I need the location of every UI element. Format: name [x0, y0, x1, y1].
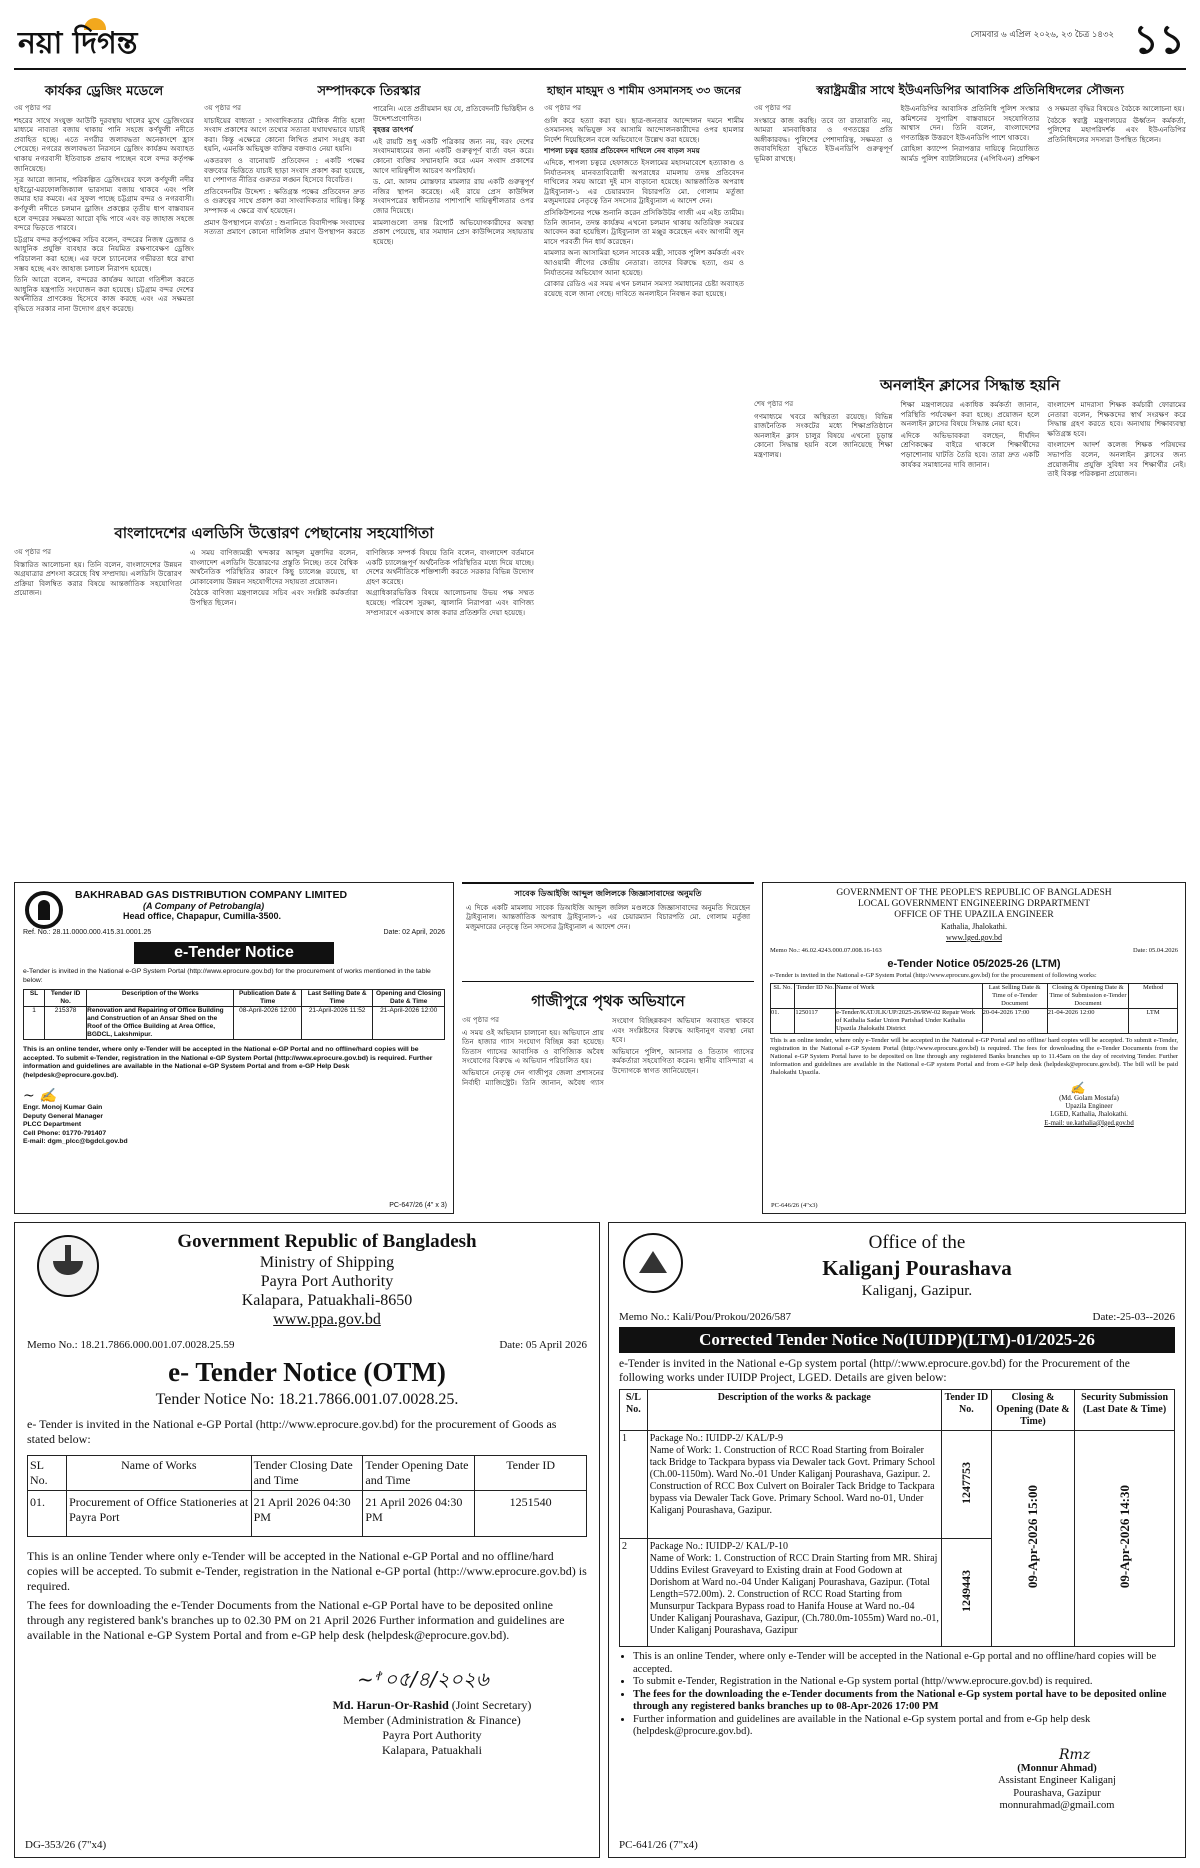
payra-pc: DG-353/26 (7"x4) — [25, 1839, 107, 1851]
newspaper-logo — [14, 14, 214, 66]
gazipur-box: সাবেক ডিআইজি আব্দুল জলিলকে জিজ্ঞাসাবাদের অনুমতি এ দিকে একটি মামলায় সাবেক ডিআইজি আব্দুল জলিল মণ্ডলকে জিজ্ঞাসাবাদের অনুমতি দিয়েছেন ট্রাইব্যুনাল। আন্তর্জাতিক অপরাধ ট্রাইব্যুনাল-১ এর চেয়ারম্যান বিচারপতি মো. গোলাম মর্তুজা মজুমদারের নেতৃত্বে তিন সদস্যের ট্রাইব্যুনাল এ আদেশ দেন। — [462, 882, 754, 982]
lged-line1: GOVERNMENT OF THE PEOPLE'S REPUBLIC OF BANGLADESH — [836, 888, 1112, 898]
lged-signature: ✍ — [1070, 1081, 1085, 1095]
bakhrabad-title: e-Tender Notice — [134, 942, 334, 964]
payra-line4: Kalapara, Patuakhali-8650 — [241, 1292, 413, 1309]
lged-memo: Memo No.: 46.02.4243.000.07.008.16-163 — [770, 947, 882, 954]
kaliganj-memo: Memo No.: Kali/Pou/Prokou/2026/587 — [619, 1311, 792, 1323]
masthead-rule — [14, 68, 1186, 70]
lged-line3: OFFICE OF THE UPAZILA ENGINEER — [894, 910, 1054, 920]
table-row: 1 215378 Renovation and Repairing of Office Building and Construction of an Ansar Shed on the Roof of the Office Building at Area Office, BGDCL, Lakshmipur. 08-April-2026 12:00 21-April-2026 11:52 21-April-2026 12:00 — [24, 1007, 445, 1040]
bangladesh-emblem-icon — [37, 1235, 99, 1297]
headline-gazipur: গাজীপুরে পৃথক অভিযানে — [531, 992, 685, 1010]
payra-date: Date: 05 April 2026 — [499, 1339, 587, 1351]
headline-editor: সম্পাদককে তিরস্কার — [317, 84, 421, 99]
kaliganj-line3: Kaliganj, Gazipur. — [861, 1283, 973, 1299]
lged-table: SL No. Tender ID No. Name of Work Last Selling Date & Time of e-Tender Document Closing & Opening Date & Time of Submission e-Tender Document Method 01. 1250117 e-Tender/KAT/JLK/UP/2025-26/RW-02 Repair Work of Kathalia Sadar Union Parishad Under Kathalia Upazila Jhalokathi District 20-04-2026 17:00 21-04-2026 12:00 LTM — [770, 983, 1178, 1034]
kaliganj-pc: PC-641/26 (7"x4) — [619, 1839, 698, 1851]
bakhrabad-address: Head office, Chapapur, Cumilla-3500. — [123, 911, 282, 921]
kaliganj-security: 09-Apr-2026 14:30 — [1116, 1484, 1132, 1589]
lged-title: e-Tender Notice 05/2025-26 (LTM) — [887, 958, 1061, 970]
ad-payra: Government Republic of Bangladesh Ministry of Shipping Payra Port Authority Kalapara, Patuakhali-8650 www.ppa.gov.bd Memo No.: 18.21.7866.000.001.07.0028.25.59 Date: 05 April 2026 e- Tender Notice (OTM) Tender Notice No: 18.21.7866.001.07.0028.25. e- Tender is invited in the National e-GP Portal (http://www.eprocure.gov.bd) for the procurement of Goods as stated below: SL No. Name of Works Tender Closing Date and Time Tender Opening Date and Time Tender ID 01. Procurement of Office Stationeries at Payra Port 21 April 2026 04:30 PM 21 April 2026 04:30 PM 1251540 This is an online Tender where only e-Tender will be accepted in the National e-GP Portal and no offline/hard copies will be accepted. To submit e-Tender, registration in the National e-GP portal (http://www.eprocure.gov.bd) is required. The fees for downloading the e-Tender Documents from the National e-GP Portal have to be deposited online through any registered bank's branches up to 02.30 PM on 21 April 2026 Further information and guidelines are available in the National e-GP System Portal and from e-GP help desk (helpdesk@eprocure.gov.bd). ~ꭝ ০৫/৪/২০২৬ Md. Harun-Or-Rashid (Joint Secretary) Member (Administration & Finance) Payra Port Authority Kalapara, Patuakhali DG-353/26 (7"x4) — [14, 1222, 600, 1858]
kaliganj-closing: 09-Apr-2026 15:00 — [1024, 1484, 1040, 1589]
payra-table: SL No. Name of Works Tender Closing Date and Time Tender Opening Date and Time Tender ID 01. Procurement of Office Stationeries at Payra Port 21 April 2026 04:30 PM 21 April 2026 04:30 PM 1251540 — [27, 1455, 587, 1537]
bakhrabad-logo-icon — [25, 891, 63, 929]
story-dredging: ৩য় পৃষ্ঠার পর শহরের সাথে সংযুক্ত আউটি দুরবস্থায় খালের মুখে ড্রেজিংয়ের মাধ্যমে নাব্যতা বজায় থাকায় পানি সহজে কর্ণফুলী নদীতে প্রবাহিত হচ্ছে। এতে নগরীর জলাবদ্ধতা অনেকাংশে হ্রাস পেয়েছে। নগরের জলাবদ্ধতা নিরসনে ড্রেজিং কার্যক্রম অব্যাহত থাকায় নগরবাসী ইতিবাচক প্রভাব পাচ্ছেন বলে বন্দর কর্তৃপক্ষ জানিয়েছে। সূত্র আরো জানায়, পরিকল্পিত ড্রেজিংয়ের ফলে কর্ণফুলী নদীর হাইড্রো-মরফোলজিক্যাল ভারসাম্য বজায় থাকবে এবং পলি জমার হার কমবে। এর সুফল পাচ্ছে চট্টগ্রাম বন্দর ও নগরবাসী। কর্ণফুলী নদীতে চলমান ড্রাজিং প্রকল্পের তৃতীয় ধাপ বাস্তবায়ন হলে বন্দরের সক্ষমতা আরো বৃদ্ধি পাবে এবং বড় জাহাজ সহজে বন্দরে ভিড়তে পারবে। চট্টগ্রাম বন্দর কর্তৃপক্ষের সচিব বলেন, বন্দরের নিজস্ব ড্রেজার ও আধুনিক প্রযুক্তি ব্যবহার করে নিয়মিত রক্ষণাবেক্ষণ ড্রেজিং পরিচালনা করা হচ্ছে। এর ফলে চ্যানেলের গভীরতা ধরে রাখা সম্ভব হচ্ছে এবং জাহাজ চলাচল নিরাপদ হয়েছে। তিনি আরো বলেন, বন্দরের কার্যক্রম আরো গতিশীল করতে আধুনিক যন্ত্রপাতি সংযোজন করা হয়েছে। চট্টগ্রাম বন্দর দেশের অর্থনীতির প্রাণকেন্দ্র হিসেবে কাজ করছে এবং এর সক্ষমতা বৃদ্ধিতে সরকার নানা উদ্যোগ গ্রহণ করেছে। — [14, 104, 194, 313]
bakhrabad-subtitle: (A Company of Petrobangla) — [143, 901, 265, 911]
issue-date: সোমবার ৬ এপ্রিল ২০২৬, ২৩ চৈত্র ১৪৩২ — [970, 30, 1114, 40]
lged-line2: LOCAL GOVERNMENT ENGINEERING DRPARTMENT — [857, 899, 1091, 909]
story-online: শেষ পৃষ্ঠার পর গণমাধ্যমে খবরে অস্থিরতা রয়েছে। বিভিন্ন রাজনৈতিক সংকটের মধ্যে শিক্ষাপ্রতিষ্ঠানে অনলাইন ক্লাস চালুর বিষয়ে এখনো চূড়ান্ত কোনো সিদ্ধান্ত হয়নি বলে জানিয়েছে শিক্ষা মন্ত্রণালয়। শিক্ষা মন্ত্রণালয়ের একাধিক কর্মকর্তা জানান, পরিস্থিতি পর্যবেক্ষণ করা হচ্ছে। প্রয়োজন হলে অনলাইন ক্লাসের বিষয়ে সিদ্ধান্ত নেয়া হবে। এদিকে অভিভাবকরা বলছেন, দীর্ঘদিন শ্রেণিকক্ষের বাইরে থাকলে শিক্ষার্থীদের পড়াশোনায় ঘাটতি তৈরি হবে। তারা দ্রুত একটি কার্যকর সমাধানের দাবি জানান। বাংলাদেশ মাদরাসা শিক্ষক কর্মচারী ফোরামের নেতারা বলেন, শিক্ষকদের স্বার্থ সংরক্ষণ করে সিদ্ধান্ত গ্রহণ করতে হবে। অন্যথায় শিক্ষাব্যবস্থা ক্ষতিগ্রস্ত হবে। বাংলাদেশ আদর্শ কলেজ শিক্ষক পরিষদের সভাপতি বলেন, অনলাইন ক্লাসের জন্য প্রয়োজনীয় প্রযুক্তি সুবিধা সব শিক্ষার্থীর নেই। তাই বিকল্প পরিকল্পনা প্রয়োজন। — [754, 400, 1186, 479]
pourashava-logo-icon — [623, 1233, 683, 1293]
bakhrabad-date: Date: 02 April, 2026 — [383, 929, 445, 936]
bakhrabad-signature: ~ ✍ — [23, 1088, 57, 1104]
masthead — [14, 14, 1186, 66]
story-editor: ৩য় পৃষ্ঠার পর যাচাইয়ের বাধ্যতা : সাংবাদিকতার মৌলিক নীতি হলো সংবাদ প্রকাশের আগে তথ্যের সত্যতা যথাযথভাবে যাচাই করা। কিন্তু এক্ষেত্রে কোনো লিখিত প্রমাণ সংগ্রহ করা হয়নি, এমনকি অভিযুক্ত ব্যক্তির বক্তব্যও নেয়া হয়নি। একতরফা ও বানোয়াট প্রতিবেদন : একটি পক্ষের বক্তব্যের ভিত্তিতে যাচাই ছাড়া সংবাদ প্রকাশ করা হয়েছে, যা পেশাগত নীতির গুরুতর লঙ্ঘন হিসেবে বিবেচিত। প্রতিবেদনটির উদ্দেশ্য : ক্ষতিগ্রস্ত পক্ষের প্রতিবেদন দ্রুত ও গুরুত্বের সাথে প্রকাশ করা সাংবাদিকতার দায়িত্ব। কিন্তু সম্পাদক এ ক্ষেত্রে ব্যর্থ হয়েছেন। প্রমাণ উপস্থাপনে ব্যর্থতা : শুনানিতে বিবাদীপক্ষ সংবাদের সত্যতা প্রমাণে কোনো দালিলিক প্রমাণ উপস্থাপন করতে পারেনি। এতে প্রতীয়মান হয় যে, প্রতিবেদনটি ভিত্তিহীন ও উদ্দেশ্যপ্রণোদিত। বৃহত্তর তাৎপর্য এই রায়টি শুধু একটি পত্রিকার জন্য নয়, বরং দেশের সংবাদমাধ্যমের জন্য একটি গুরুত্বপূর্ণ বার্তা বহন করে। কোনো ব্যক্তির সম্মানহানি করে এমন সংবাদ প্রকাশের আগে দায়িত্বশীল আচরণ অপরিহার্য। ড. মো. আলম মোস্তফার মামলার রায় একটি গুরুত্বপূর্ণ নজির স্থাপন করেছে। এই রায়ে প্রেস কাউন্সিল সংবাদপত্রের স্বাধীনতার পাশাপাশি দায়িত্বশীলতার ওপর জোর দিয়েছে। মামলাগুলো তদন্ত রিপোর্ট অভিযোগকারীদের অবস্থা প্রকাশ পেয়েছে, যার সমাধান প্রেস কাউন্সিলের সহায়তায় হয়েছে। — [204, 104, 534, 246]
bakhrabad-ref: Ref. No.: 28.11.0000.000.415.31.0001.25 — [23, 929, 152, 936]
gazipur-box-title: সাবেক ডিআইজি আব্দুল জলিলকে জিজ্ঞাসাবাদের অনুমতি — [514, 889, 702, 898]
payra-intro: e- Tender is invited in the National e-GP Portal (http://www.eprocure.gov.bd) for the procurement of Goods as stated below: — [27, 1417, 557, 1446]
bakhrabad-company: BAKHRABAD GAS DISTRIBUTION COMPANY LIMITED — [75, 889, 348, 901]
story-gazipur: ৩য় পৃষ্ঠার পর এ সময় ওই অভিযান চালানো হয়। অভিযানে প্রায় তিন হাজার গ্যাস সংযোগ বিচ্ছিন্ন করা হয়েছে। তিতাস গ্যাসের আবাসিক ও বাণিজ্যিক অবৈধ সংযোগের বিরুদ্ধে এ অভিযান পরিচালিত হয়। অভিযানে নেতৃত্ব দেন গাজীপুর জেলা প্রশাসনের নির্বাহী ম্যাজিস্ট্রেট। তিনি জানান, অবৈধ গ্যাস সংযোগ বিচ্ছিন্নকরণ অভিযান অব্যাহত থাকবে এবং সংশ্লিষ্টদের বিরুদ্ধে আইনানুগ ব্যবস্থা নেয়া হবে। অভিযানে পুলিশ, আনসার ও তিতাস গ্যাসের কর্মকর্তারা সহযোগিতা করেন। স্থানীয় বাসিন্দারা এ উদ্যোগকে স্বাগত জানিয়েছেন। — [462, 1016, 754, 1087]
payra-footer2: The fees for downloading the e-Tender Documents from the National e-GP Portal have to be deposited online through any registered bank's branches up to 02.30 PM on 21 April 2026 Further information and guidelines are available in the National e-GP System Portal and from e-GP help desk (helpdesk@eprocure.gov.bd). — [27, 1598, 565, 1642]
kaliganj-line1: Office of the — [868, 1232, 966, 1253]
payra-signature: ~ꭝ ০৫/৪/২০২৬ — [357, 1667, 489, 1691]
logo-text: নয়া দিগন্ত — [18, 26, 138, 61]
lged-date: Date: 05.04.2026 — [1133, 947, 1178, 954]
payra-sign-date: ০৫/৪/২০২৬ — [384, 1667, 489, 1691]
story-ldc: ৩য় পৃষ্ঠার পর বিস্তারিত আলোচনা হয়। তিনি বলেন, বাংলাদেশের উন্নয়ন অগ্রযাত্রার প্রশংসা করেছে বিশ্ব সম্প্রদায়। এলডিসি উত্তোরণ প্রক্রিয়া বিলম্বিত করার বিষয়ে আন্তর্জাতিক সহযোগিতা প্রয়োজন। এ সময় বাণিজ্যমন্ত্রী খন্দকার আব্দুল মুক্তাদির বলেন, বাংলাদেশ এলডিসি উত্তোরণের প্রস্তুতি নিচ্ছে। তবে বৈশ্বিক অর্থনৈতিক পরিস্থিতির কারণে কিছু চ্যালেঞ্জ রয়েছে, যা মোকাবেলায় উন্নয়ন সহযোগীদের সহায়তা প্রয়োজন। বৈঠকে বাণিজ্য মন্ত্রণালয়ের সচিব এবং সংশ্লিষ্ট কর্মকর্তারা উপস্থিত ছিলেন। বাণিজ্যিক সম্পর্ক বিষয়ে তিনি বলেন, বাংলাদেশ বর্তমানে একটি চ্যালেঞ্জপূর্ণ অর্থনৈতিক পরিস্থিতির মধ্যে দিয়ে যাচ্ছে। দেশের অর্থনীতিকে শক্তিশালী করতে সরকার বিভিন্ন উদ্যোগ গ্রহণ করেছে। অগ্রাধিকারভিত্তিক বিষয়ে আলোচনায় উভয় পক্ষ সম্মত হয়েছে। পরিবেশ সুরক্ষা, জ্বালানি নিরাপত্তা এবং বাণিজ্য সম্প্রসারণে একসাথে কাজ করার প্রতিশ্রুতি দেয়া হয়েছে। — [14, 548, 534, 617]
headline-hasan: হাছান মাহমুদ ও শামীম ওসমানসহ ৩৩ জনের — [547, 84, 741, 97]
payra-memo: Memo No.: 18.21.7866.000.001.07.0028.25.59 — [27, 1339, 235, 1351]
headline-online: অনলাইন ক্লাসের সিদ্ধান্ত হয়নি — [879, 376, 1061, 394]
lged-line4: Kathalia, Jhalokathi. — [941, 922, 1007, 931]
payra-tender-no: Tender Notice No: 18.21.7866.001.07.0028.25. — [155, 1391, 459, 1408]
kaliganj-notes: • This is an online Tender, where only e-Tender will be accepted in the National e-Gp portal and no offline/hard copies will be accepted. • To submit e-Tender, Registration in the National e-Gp system portal (http//www.eprocure.gov.bd) is required. • The fees for the downloading the e-Tender documents from the National e-Gp system portal have to be deposited online through any registered banks branches up to 08-Apr-2026 17:00 PM • Further information and guidelines are available in the National e-Gp system portal and from e-Gp help desk (helpdesk@procure.gov.bd). — [619, 1651, 1175, 1739]
payra-line2: Ministry of Shipping — [259, 1254, 395, 1271]
kaliganj-title: Corrected Tender Notice No(IUIDP)(LTM)-01/2025-26 — [619, 1327, 1175, 1353]
table-row: 2 Package No.: IUIDP-2/ KAL/P-10 Name of Work: 1. Construction of RCC Drain Starting from MR. Shiraj Uddins Evilest Graveyard to Existing drain at Food Godown at Dorishom at Ward no.-04 Under Kaliganj Pourashava, Gazipur. (Total Length=572.00m). 2. Construction of RCC Road Starting from Munsurpur Tackpara Bypass road to Hanifa House at Ward no.-04 Under Kaliganj Pourashava, Gazipur, (Ch.780.0m-1055m) Ward no.-01, Under Kaliganj Pourashava, Gazipur 1249443 — [620, 1539, 1175, 1647]
bakhrabad-footer: This is an online tender, where only e-Tender will be accepted in the National e-GP Portal and no offline/hard copies will be accepted. To submit e-Tender, registration in the National e-GP System Portal (http://www.eprocure.gov.bd) is required. Further information and guidelines are available in the National e-GP System Portal and from e-GP Help Desk (helpdesk@eprocure.gov.bd). — [23, 1046, 433, 1079]
payra-url[interactable]: www.ppa.gov.bd — [273, 1311, 381, 1328]
headline-undp: স্বরাষ্ট্রমন্ত্রীর সাথে ইউএনডিপির আবাসিক প্রতিনিধিদলের সৌজন্য — [816, 83, 1124, 97]
bakhrabad-table: SL Tender ID No. Description of the Works Publication Date & Time Last Selling Date & Time Opening and Closing Date & Time 1 215378 Renovation and Repairing of Office Building and Construction of an Ansar Shed on the Roof of the Office Building at Area Office, BGDCL, Lakshmipur. 08-April-2026 12:00 21-April-2026 11:52 21-April-2026 12:00 — [23, 989, 445, 1040]
payra-title: e- Tender Notice (OTM) — [168, 1357, 446, 1387]
table-row: 01. Procurement of Office Stationeries at Payra Port 21 April 2026 04:30 PM 21 April 2026 04:30 PM 1251540 — [28, 1491, 587, 1537]
headline-dredging: কার্যকর ড্রেজিং মডেলে — [44, 84, 164, 99]
ad-lged-kathalia: GOVERNMENT OF THE PEOPLE'S REPUBLIC OF BANGLADESH LOCAL GOVERNMENT ENGINEERING DRPARTMENT OFFICE OF THE UPAZILA ENGINEER Kathalia, Jhalokathi. www.lged.gov.bd Memo No.: 46.02.4243.000.07.008.16-163 Date: 05.04.2026 e-Tender Notice 05/2025-26 (LTM) e-Tender is invited in the National e-GP System Portal (http://www.eprocure.gov.bd) for the procurement of following works: SL No. Tender ID No. Name of Work Last Selling Date & Time of e-Tender Document Closing & Opening Date & Time of Submission e-Tender Document Method 01. 1250117 e-Tender/KAT/JLK/UP/2025-26/RW-02 Repair Work of Kathalia Sadar Union Parishad Under Kathalia Upazila Jhalokathi District 20-04-2026 17:00 21-04-2026 12:00 LTM This is an online tender, where only e-Tender will be accepted in the National e-GP Portal and no offline/ hard copies will be accepted. To submit e-Tender, registration in the National e-GP System Portal (http://www.eprocure.gov.bd) is required. The fees for downloading the e-Tender Documents from the National e-GP System Portal have to be deposited on line through any registered Banks branches up to 11.45am on the day of receiving Tender. Further information and guidelines are available in the National e-GP system Portal and from e-GP help desk (helpdesk@eprocure.gov.bd). The bill will be paid Jhalokathi Upazila. ✍ (Md. Golam Mostafa) Upazila Engineer LGED, Kathalia, Jhalokathi. E-mail: ue.kathalia@lged.gov.bd PC-646/26 (4"x3) — [762, 882, 1186, 1214]
headline-ldc: বাংলাদেশের এলডিসি উত্তোরণ পেছানোয় সহযোগিতা — [114, 524, 434, 542]
kaliganj-table: S/L No. Description of the works & package Tender ID No. Closing & Opening (Date & Time) Security Submission (Last Date & Time) 1 Package No.: IUIDP-2/ KAL/P-9 Name of Work: 1. Construction of RCC Road Starting from Boiraler tack Bridge to Tackpara bypass via Dewaler tack Govt. Primary School (Ch.00-1150m). Ward No.-01 Under Kaliganj Pourashava, Gazipur. 2. Construction of RCC Box Culvert on Boiraler Tack Bridge to Tackpara bypass via Dewaler Tack Gove. Primary School. Ward no-01, Under Kaliganj Pourashava, Gazipur. 1247753 09-Apr-2026 15:00 09-Apr-2026 14:30 2 Package No.: IUIDP-2/ KAL/P-10 Name of Work: 1. Construction of RCC Drain Starting from MR. Shiraj Uddins Evilest Graveyard to Existing drain at Food Godown at Dorishom at Ward no.-04 Under Kaliganj Pourashava, Gazipur. (Total Length=572.00m). 2. Construction of RCC Road Starting from Munsurpur Tackpara Bypass road to Hanifa House at Ward no.-04 Under Kaliganj Pourashava, Gazipur, (Ch.780.0m-1055m) Ward no.-01, Under Kaliganj Pourashava, Gazipur 1249443 — [619, 1389, 1175, 1647]
table-row: 1 Package No.: IUIDP-2/ KAL/P-9 Name of Work: 1. Construction of RCC Road Starting from Boiraler tack Bridge to Tackpara bypass via Dewaler tack Govt. Primary School (Ch.00-1150m). Ward No.-01 Under Kaliganj Pourashava, Gazipur. 2. Construction of RCC Box Culvert on Boiraler Tack Bridge to Tackpara bypass via Dewaler Tack Gove. Primary School. Ward no-01, Under Kaliganj Pourashava, Gazipur. 1247753 09-Apr-2026 15:00 09-Apr-2026 14:30 — [620, 1431, 1175, 1539]
lged-pc: PC-646/26 (4"x3) — [771, 1202, 818, 1209]
bakhrabad-pc: PC-647/26 (4" x 3) — [389, 1202, 447, 1209]
payra-footer1: This is an online Tender where only e-Tender will be accepted in the National e-GP Portal and no offline/hard copies will be accepted. To submit e-Tender, registration in the National e-GP portal (http://www.eprocure.gov.bd) is required. — [27, 1549, 587, 1593]
table-row: 01. 1250117 e-Tender/KAT/JLK/UP/2025-26/RW-02 Repair Work of Kathalia Sadar Union Parishad Under Kathalia Upazila Jhalokathi District 20-04-2026 17:00 21-04-2026 12:00 LTM — [771, 1009, 1178, 1034]
kaliganj-signature: Rmz — [1059, 1746, 1091, 1763]
lged-intro: e-Tender is invited in the National e-GP System Portal (http://www.eprocure.gov.bd) for the procurement of following works: — [770, 972, 1097, 979]
kaliganj-line2: Kaliganj Pourashava — [822, 1256, 1012, 1280]
page-number: ১১ — [1133, 17, 1185, 63]
bakhrabad-intro: e-Tender is invited in the National e-GP System Portal (http://www.eprocure.gov.bd) for the procurement of works mentioned in the table below: — [23, 968, 431, 984]
payra-line1: Government Republic of Bangladesh — [177, 1231, 477, 1252]
ad-bakhrabad: BAKHRABAD GAS DISTRIBUTION COMPANY LIMITED (A Company of Petrobangla) Head office, Chapapur, Cumilla-3500. Ref. No.: 28.11.0000.000.415.31.0001.25 Date: 02 April, 2026 e-Tender Notice e-Tender is invited in the National e-GP System Portal (http://www.eprocure.gov.bd) for the procurement of works mentioned in the table below: SL Tender ID No. Description of the Works Publication Date & Time Last Selling Date & Time Opening and Closing Date & Time 1 215378 Renovation and Repairing of Office Building and Construction of an Ansar Shed on the Roof of the Office Building at Area Office, BGDCL, Lakshmipur. 08-April-2026 12:00 21-April-2026 11:52 21-April-2026 12:00 This is an online tender, where only e-Tender will be accepted in the National e-GP Portal and no offline/hard copies will be accepted. To submit e-Tender, registration in the National e-GP System Portal (http://www.eprocure.gov.bd) is required. Further information and guidelines are available in the National e-GP System Portal and from e-GP Help Desk (helpdesk@eprocure.gov.bd). ~ ✍ Engr. Monoj Kumar Gain Deputy General Manager PLCC Department Cell Phone: 01770-791407 E-mail: dgm_plcc@bgdcl.gov.bd PC-647/26 (4" x 3) — [14, 882, 454, 1214]
story-hasan: ৩য় পৃষ্ঠার পর গুলি করে হত্যা করা হয়। ছাত্র-জনতার আন্দোলন দমনে শামীম ওসমানসহ অভিযুক্ত সব আসামি আন্দোলনকারীদের ওপর হামলার নির্দেশ দিয়েছিলেন বলে অভিযোগে উল্লেখ করা হয়েছে। শাপলা চত্বর হত্যার প্রতিবেদন দাখিলে নেব বাড়ল সময় এদিকে, শাপলা চত্বরে হেফাজতে ইসলামের মহাসমাবেশে হত্যাকাণ্ড ও নির্যাতনসহ মানবতাবিরোধী অপরাধের মামলায় তদন্ত প্রতিবেদন দাখিলের সময় আরো দুই মাস বাড়ানো হয়েছে। আন্তর্জাতিক অপরাধ ট্রাইব্যুনাল-১ এর চেয়ারম্যান বিচারপতি মো. গোলাম মর্তুজা মজুমদারের নেতৃত্বে তিন সদস্যের ট্রাইব্যুনাল এ আদেশ দেন। প্রসিকিউশনের পক্ষে শুনানি করেন প্রসিকিউটর গাজী এম এইচ তামীম। তিনি জানান, তদন্ত কার্যক্রম এখনো চলমান থাকায় অতিরিক্ত সময়ের আবেদন করা হয়েছিল। ট্রাইব্যুনাল তা মঞ্জুর করেছেন এবং আগামী জুন মাসে পরবর্তী দিন ধার্য করেছেন। মামলার অন্য আসামিরা হলেন সাবেক মন্ত্রী, সাবেক পুলিশ কর্মকর্তা এবং আওয়ামী লীগের কেন্দ্রীয় নেতারা। তাদের বিরুদ্ধে হত্যা, গুম ও নির্যাতনের অভিযোগ আনা হয়েছে। রোকার রেডিও এর সময় এখন চলমান সমস্যা সমাধানের চেষ্টা অব্যাহত রয়েছে বলে জানা গেছে। দাবিতে অনলাইনে নিবন্ধন করা হয়েছে। — [544, 104, 744, 298]
ad-kaliganj: Office of the Kaliganj Pourashava Kaliganj, Gazipur. Memo No.: Kali/Pou/Prokou/2026/587 Date:-25-03--2026 Corrected Tender Notice No(IUIDP)(LTM)-01/2025-26 e-Tender is invited in the National e-Gp system portal (http//:www.eprocure.gov.bd) for the Procurement of the following works under IUIDP Project, LGED. Details are given below: S/L No. Description of the works & package Tender ID No. Closing & Opening (Date & Time) Security Submission (Last Date & Time) 1 Package No.: IUIDP-2/ KAL/P-9 Name of Work: 1. Construction of RCC Road Starting from Boiraler tack Bridge to Tackpara bypass via Dewaler tack Govt. Primary School (Ch.00-1150m). Ward No.-01 Under Kaliganj Pourashava, Gazipur. 2. Construction of RCC Box Culvert on Boiraler Tack Bridge to Tackpara bypass via Dewaler Tack Gove. Primary School. Ward no-01, Under Kaliganj Pourashava, Gazipur. 1247753 09-Apr-2026 15:00 09-Apr-2026 14:30 2 Package No.: IUIDP-2/ KAL/P-10 Name of Work: 1. Construction of RCC Drain Starting from MR. Shiraj Uddins Evilest Graveyard to Existing drain at Food Godown at Dorishom at Ward no.-04 Under Kaliganj Pourashava, Gazipur. (Total Length=572.00m). 2. Construction of RCC Road Starting from Munsurpur Tackpara Bypass road to Hanifa House at Ward no.-04 Under Kaliganj Pourashava, Gazipur, (Ch.780.0m-1055m) Ward no.-01, Under Kaliganj Pourashava, Gazipur 1249443 • This is an online Tender, where only e-Tender will be accepted in the National e-Gp portal and no offline/hard copies will be accepted. • To submit e-Tender, Registration in the National e-Gp system portal (http//www.eprocure.gov.bd) is required. • The fees for the downloading the e-Tender documents from the National e-Gp system portal have to be deposited online through any registered banks branches up to 08-Apr-2026 17:00 PM • Further information and guidelines are available in the National e-Gp system portal and from e-Gp help desk (helpdesk@procure.gov.bd). Rmz (Monnur Ahmad) Assistant Engineer Kaliganj Pourashava, Gazipur monnurahmad@gmail.com PC-641/26 (7"x4) — [608, 1222, 1186, 1858]
kaliganj-date: Date:-25-03--2026 — [1092, 1311, 1175, 1323]
payra-line3: Payra Port Authority — [260, 1273, 394, 1290]
kaliganj-intro: e-Tender is invited in the National e-Gp system portal (http//:www.eprocure.gov.bd) for the Procurement of the following works under IUIDP Project, LGED. Details are given below: — [619, 1358, 1130, 1384]
lged-url[interactable]: www.lged.gov.bd — [945, 933, 1003, 942]
story-undp: ৩য় পৃষ্ঠার পর সংস্কারে কাজ করছি। তবে তা রাতারাতি নয়, আমরা মানবাধিকার ও গণতন্ত্রের প্রতি অঙ্গীকারবদ্ধ। পুলিশের পেশাদারিত্ব, সক্ষমতা ও জবাবদিহিতা বৃদ্ধিতে ইউএনডিপি গুরুত্বপূর্ণ ভূমিকা রাখছে। ইউএনডিপির আবাসিক প্রতিনিধি পুলিশ সংস্কার কমিশনের সুপারিশ বাস্তবায়নে সহযোগিতার আশ্বাস দেন। তিনি বলেন, বাংলাদেশের গণতান্ত্রিক উত্তরণে ইউএনডিপি পাশে থাকবে। রোহিঙ্গা ক্যাম্পে নিরাপত্তার দায়িত্বে নিয়োজিত আর্মড পুলিশ ব্যাটালিয়নের (এপিবিএন) প্রশিক্ষণ ও সক্ষমতা বৃদ্ধির বিষয়েও বৈঠকে আলোচনা হয়। বৈঠকে স্বরাষ্ট্র মন্ত্রণালয়ের ঊর্ধ্বতন কর্মকর্তা, পুলিশের মহাপরিদর্শক এবং ইউএনডিপির প্রতিনিধিদলের সদস্যরা উপস্থিত ছিলেন। — [754, 104, 1186, 163]
lged-footer: This is an online tender, where only e-Tender will be accepted in the National e-GP Portal and no offline/ hard copies will be accepted. To submit e-Tender, registration in the National e-GP System Portal (http://www.eprocure.gov.bd) is required. The fees for downloading the e-Tender Documents from the National e-GP System Portal have to be deposited on line through any registered Banks branches up to 11.45am on the day of receiving Tender. Further information and guidelines are available in the National e-GP system Portal and from e-GP help desk (helpdesk@eprocure.gov.bd). The bill will be paid Jhalokathi Upazila. — [770, 1037, 1178, 1076]
